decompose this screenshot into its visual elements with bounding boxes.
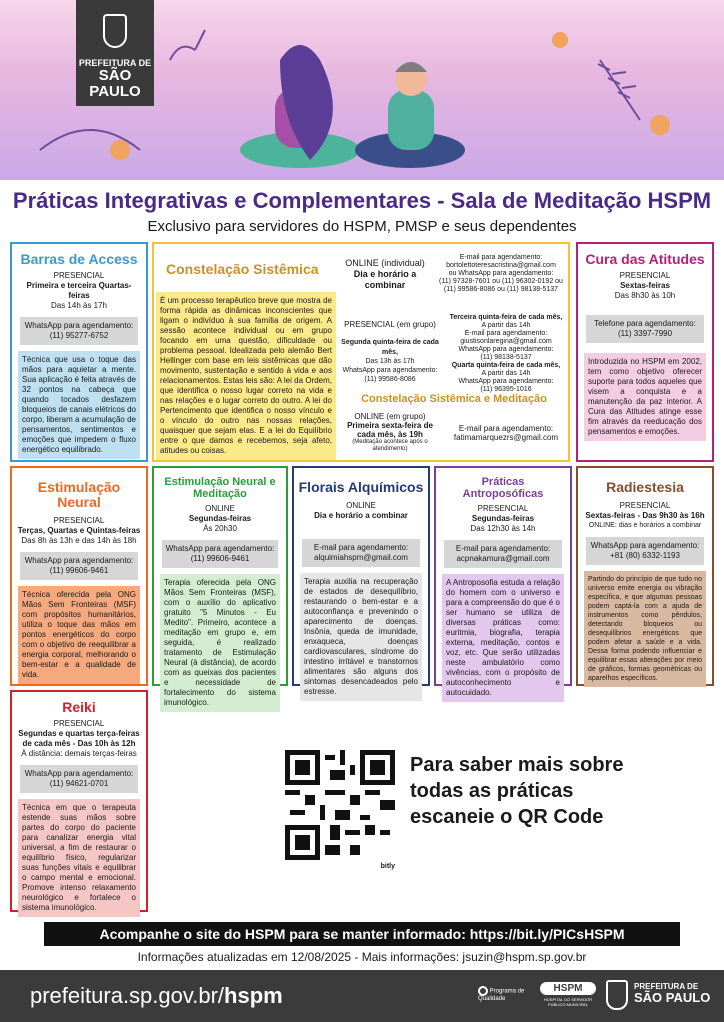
contact-box [444,540,562,568]
card-days: Segundas e quartas terça-feiras de cada mês - Das 10h às 12h [18,729,140,748]
contact-box [586,315,704,343]
contact-value: (11) 94621-0701 [49,779,109,788]
q4-days: Quarta quinta-feira de cada mês, [451,362,561,369]
card-days: Primeira e terceira Quartas-feiras [26,281,132,300]
card-days: Dia e horário a combinar [314,511,408,520]
grupo-wa-label: WhatsApp para agendamento: [342,367,438,374]
contact-value: acpnakamura@gmail.com [456,554,550,563]
footer-url[interactable] [30,984,283,1008]
card-time: ONLINE: dias e horários a combinar [588,522,702,529]
contact-value: (11) 99606-9461 [190,554,250,563]
footer-url-bold: hspm [224,983,283,1008]
q4-wa: (11) 96395-1016 [480,386,532,393]
contact-value: (11) 95277-6752 [49,331,109,340]
card-description: Partindo do princípio de que tudo no universo emite energia ou vibração específica, e que algumas pessoas podem captá-la com a ajuda de instrumentos como pêndulos, detectando bloqueios ou desequilíbrios energéticos que podem afetar a saúde e a vida. Dessa forma podendo influenciar e equilibrar essas alterações por meio de gráficos, formas geométricas ou aparelhos específicos. [584,571,706,687]
card-title: Práticas Antroposóficas [462,476,544,500]
card-title: Cura das Atitudes [585,251,705,267]
contact-value: (11) 99606-9461 [49,566,109,575]
contact-box [162,540,278,568]
online-email: bortolettoteresacristina@gmail.com [446,262,556,269]
card-mode: PRESENCIAL [53,271,105,280]
med-mode: ONLINE (em grupo) [354,412,426,421]
card-description: É um processo terapêutico breve que mostra de forma rápida as dinâmicas inconscientes que ligam o indivíduo à sua família de origem. A sessão acontece individual ou em grupo focando em uma questão, dificuldade ou problema pessoal. Idealizada pelo alemão Bert Hellinger com base em leis sistêmicas que dão movimento, sustentação e sentido à vida e aos relacionamentos. Estas leis são: A lei da Ordem, que identifica o nosso lugar correto na vida e nas relações e o lugar correto do outro. A lei do Pertencimento que identifica o nosso vínculo e o vínculo do outro nas nossas relações, quaisquer que sejam elas. E a lei do Equilíbrio entre o que damos e recebemos, seja afeto, atitudes ou coisas. [156,292,336,460]
card-barras-access [10,242,148,462]
card-description: Técnica em que o terapeuta estende suas mãos sobre partes do corpo do paciente para canalizar energia vital universal, a fim de restaurar o equilíbrio físico, regularizar suas funções vitais e equilibrar o campo mental e emocional. Promove intenso relaxamento neurológico e fortalece o sistema imunológico. [18,799,140,917]
t3-wa-label: WhatsApp para agendamento: [458,346,554,353]
card-title: Florais Alquímicos [298,479,424,495]
contact-label: Telefone para agendamento: [594,319,696,328]
qr-code-icon [285,750,395,860]
page-subtitle: Exclusivo para servidores do HSPM, PMSP e seus dependentes [147,218,577,235]
med-email-label: E-mail para agendamento: [458,424,554,433]
card-description: Terapia auxilia na recuperação de estados de desequilíbrio, restaurando o bem-estar e a autoconfiança e prevenindo o aparecimento de doenças. Insônia, queda de imunidade, enxaqueca, doenças cardiovasculares, síndrome do intestino irritável e transtornos alimentares são alguns dos sintomas desencadeados pelo estresse. [300,573,422,701]
card-days: Segundas-feiras [188,514,252,523]
q4-time: A partir das 14h [481,370,531,377]
t3-days: Terceira quinta-feira de cada mês, [449,314,563,321]
q4-wa-label: WhatsApp para agendamento: [458,378,554,385]
card-days: Terças, Quartas e Quintas-feiras [17,526,141,535]
contact-box [586,537,704,565]
grupo-wa: (11) 99586-8086 [364,376,416,383]
card-time: Das 8h30 às 10h [614,291,676,300]
qr-code[interactable] [285,750,395,870]
card-time: Às 20h30 [203,524,237,533]
card-estimulacao-meditacao [152,466,288,707]
card-radiestesia [576,466,714,686]
card-mode: PRESENCIAL [477,504,529,513]
site-banner[interactable]: Acompanhe o site do HSPM para se manter informado: https://bit.ly/PICsHSPM [44,922,680,946]
quality-label: Programa de Qualidade [478,988,525,1002]
card-florais [292,466,430,696]
footer-url-prefix: prefeitura.sp.gov.br/ [30,983,225,1008]
card-time: Das 12h30 às 14h [470,524,536,533]
med-note: (Meditação acontece após o atendimento) [352,439,428,452]
card-constelacao [152,242,570,462]
t3-time: A partir das 14h [481,322,531,329]
footer-prefeitura-logo [634,982,720,1005]
page-title: Práticas Integrativas e Complementares - Sala de Meditação HSPM [12,188,712,213]
card-cura-atitudes [576,242,714,462]
card-description: Técnica oferecida pela ONG Mãos Sem Fronteiras (MSF) com propósitos humanitários, utiliza o toque das mãos em pontos energéticos do corpo com o objetivo de reequilibrar a energia corporal, melhorando o bem-estar e a qualidade de vida. [18,586,140,684]
contact-box [302,539,420,567]
online-days: Dia e horário a combinar [353,269,417,290]
crest-icon [606,980,628,1010]
footer [0,970,724,1022]
contact-label: E-mail para agendamento: [455,544,551,553]
card-description: Terapia oferecida pela ONG Mãos Sem Fronteiras (MSF), com o auxílio do aplicativo gratuito "5 Minutos - Eu Medito". Primeiro, acontece a meditação em grupo e, em seguida, é realizado tratamento de Estimulação Neural (à distância), de acordo com as queixas dos pacientes e necessidade de fortalecimento do sistema imunológico. [160,574,280,712]
prefeitura-logo [76,0,154,106]
card-mode: PRESENCIAL [53,516,105,525]
contact-label: WhatsApp para agendamento: [590,541,700,550]
bitly-tag: bitly [380,863,395,870]
online-label: ONLINE (individual) [345,258,425,268]
med-title: Constelação Sistêmica e Meditação [361,393,547,405]
card-title: Barras de Access [20,251,138,267]
card-time: Das 14h às 17h [50,301,108,310]
crest-icon [103,14,127,48]
footer-logo-line2: SÃO PAULO [634,990,711,1005]
t3-email-label: E-mail para agendamento: [464,330,548,337]
contact-value: alquimiahspm@gmail.com [314,553,408,562]
contact-label: WhatsApp para agendamento: [24,769,134,778]
logo-line1: PREFEITURA DE [78,58,152,68]
card-mode: PRESENCIAL [619,501,671,510]
contact-value: +81 (80) 6332-1193 [610,551,680,560]
quality-logo [478,986,536,1003]
contact-value: (11) 3397-7990 [617,329,673,338]
contact-label: WhatsApp para agendamento: [24,556,134,565]
quality-icon [478,986,488,996]
card-time: À distância: demais terças-feiras [21,749,137,758]
t3-wa: (11) 98138-5137 [480,354,532,361]
card-title: Reiki [62,699,96,715]
hspm-logo-sub: HOSPITAL DO SERVIDOR PÚBLICO MUNICIPAL [543,997,593,1007]
card-title: Estimulação Neural [37,479,121,510]
card-mode: PRESENCIAL [53,719,105,728]
card-estimulacao-neural [10,466,148,686]
card-title: Constelação Sistêmica [166,261,319,277]
contact-box [20,765,138,793]
card-reiki [10,690,148,912]
contact-label: WhatsApp para agendamento: [24,321,134,330]
contact-label: WhatsApp para agendamento: [165,544,275,553]
t3-email: giustisonlaregina@gmail.com [460,338,552,345]
online-email-label: E-mail para agendamento: [459,254,543,261]
footer-logo-line1: PREFEITURA DE [634,982,699,991]
contact-box [20,552,138,580]
grupo-time: Das 13h às 17h [365,358,415,365]
card-title: Radiestesia [606,479,684,495]
card-description: Técnica que usa o toque das mãos para aquietar a mente. Sua aplicação é feita através de 32 pontos na cabeça que quando tocados desfazem bloqueios de canais elétricos do corpo, liberam a acumulação de pensamentos, sentimentos e emoções que impedem o fluxo energético equilibrado. [18,351,140,459]
card-days: Segundas-feiras [471,514,535,523]
card-antroposoficas [434,466,572,697]
contact-box [20,317,138,345]
card-days: Sextas-feiras [620,281,670,290]
qr-text: Para saber mais sobre todas as práticas escaneie o QR Code [410,754,624,828]
updated-info: Informações atualizadas em 12/08/2025 - Mais informações: jsuzin@hspm.sp.gov.br [137,950,587,964]
online-wa: (11) 97328-7601 ou (11) 96302-0192 ou (11) 99586-8086 ou (11) 98138-5137 [439,278,563,293]
contact-label: E-mail para agendamento: [313,543,409,552]
logo-line2: SÃO PAULO [89,67,141,100]
grupo-label: PRESENCIAL (em grupo) [344,320,436,329]
card-description: A Antroposofia estuda a relação do homem com o universo e para a compreensão do que é o ser humano se utiliza de diversas práticas como: euritmia, biografia, terapia externa, meditação, contos e voz, etc. Que serão utilizadas neste ambulatório como vivências, com o propósito de autoconhecimento e autocuidado. [442,574,564,702]
card-mode: ONLINE [346,501,376,510]
card-days: Sextas-feiras - Das 9h30 às 16h [585,511,705,520]
online-wa-label: ou WhatsApp para agendamento: [448,270,554,277]
med-days: Primeira sexta-feira de cada mês, às 19h [347,421,433,439]
card-mode: PRESENCIAL [619,271,671,280]
card-mode: ONLINE [205,504,235,513]
hspm-logo [540,982,596,1007]
grupo-days: Segunda quinta-feira de cada mês, [341,339,439,356]
card-description: Introduzida no HSPM em 2002, tem como objetivo oferecer suporte para todos aqueles que visem a conquista e a manutenção da paz interior. A Cura das Atitudes atinge esse fim através da reeducação dos pensamentos e emoções. [584,353,706,441]
card-time: Das 8h às 13h e das 14h às 18h [21,536,137,545]
card-title: Estimulação Neural e Meditação [164,476,276,500]
med-email: fatimamarquezrs@gmail.com [453,433,559,442]
hspm-logo-text: HSPM [540,982,596,995]
